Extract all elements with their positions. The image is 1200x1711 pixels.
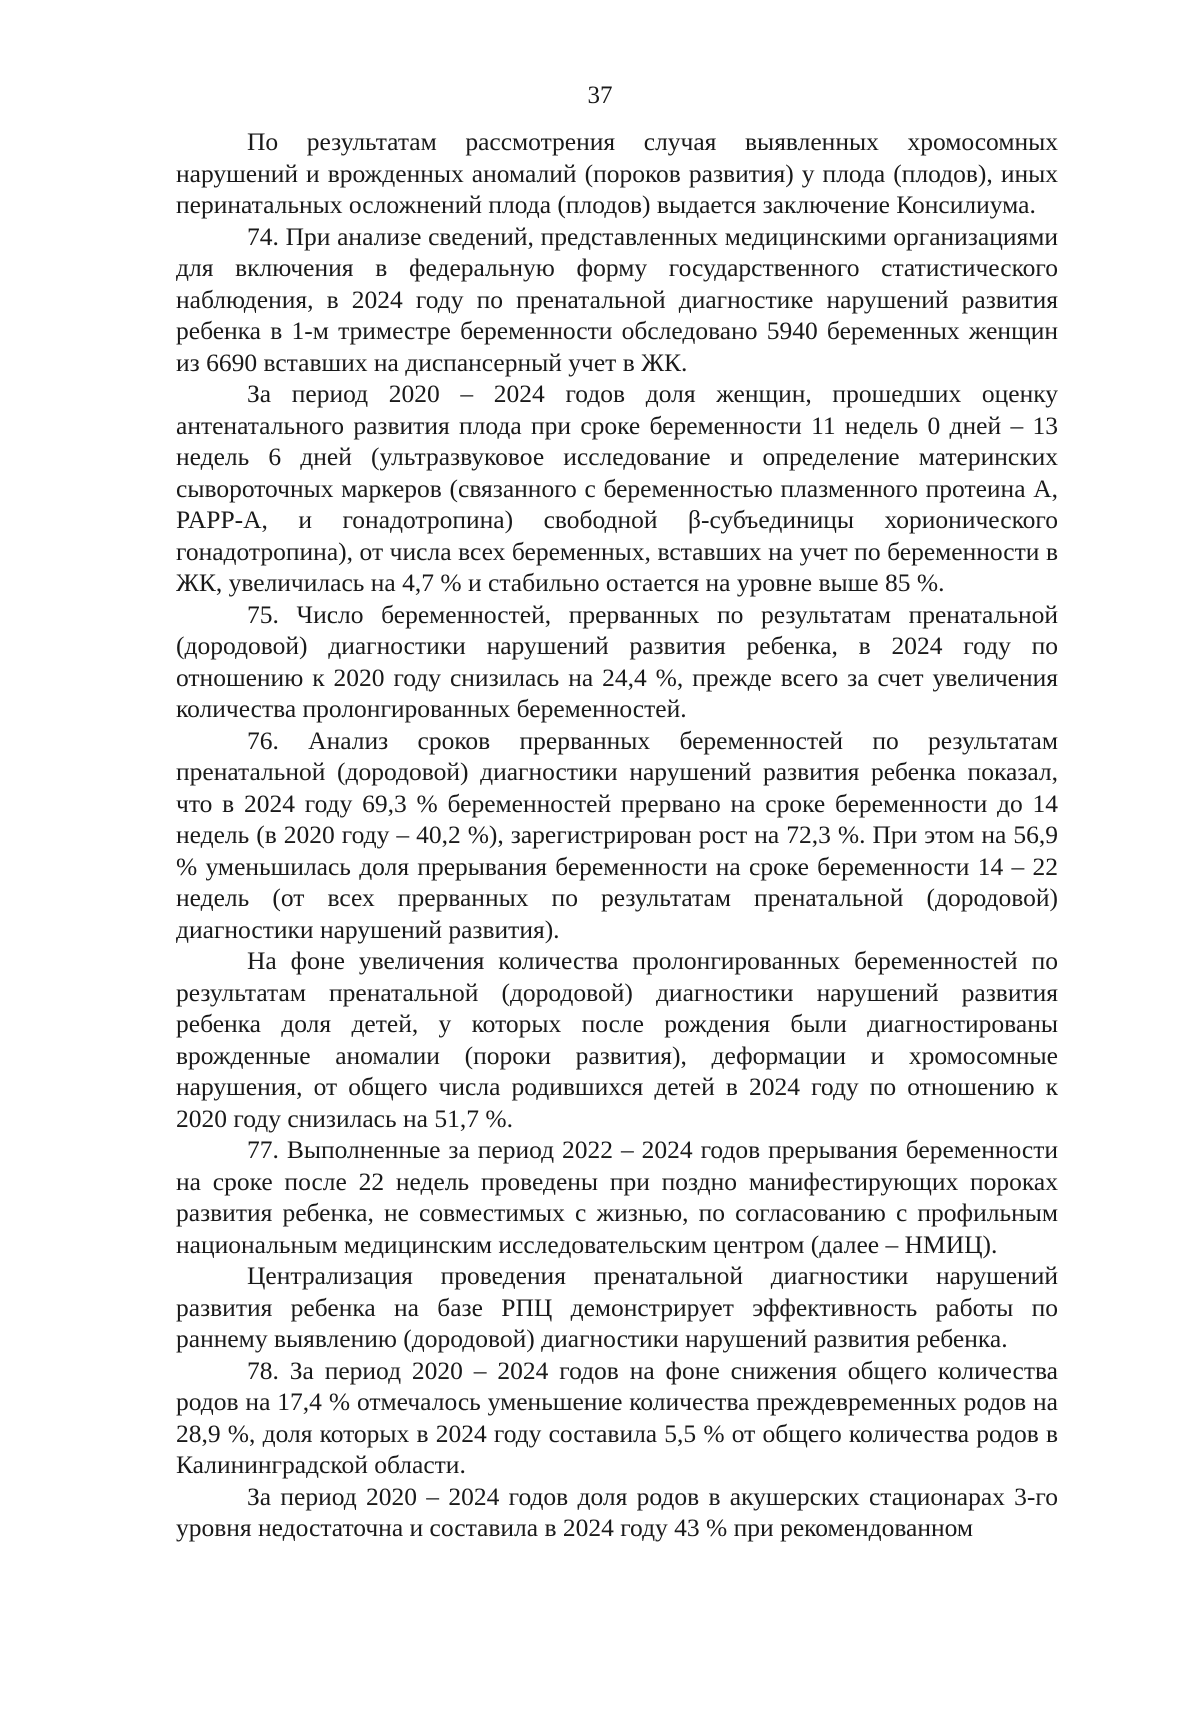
paragraph-third-level-hospitals: За период 2020 – 2024 годов доля родов в акушерских стационарах 3-го уровня недостаточна и составила в 2024 году 43 % при рекомендованном — [176, 1481, 1058, 1542]
paragraph-76: 76. Анализ сроков прерванных беременностей по результатам пренатальной (дородовой) диагностики нарушений развития ребенка показал, что в 2024 году 69,3 % беременностей прервано на сроке беременности до 14 недель (в 2020 году – 40,2 %), зарегистрирован рост на 72,3 %. При этом на 56,9 % уменьшилась доля прерывания беременности на сроке беременности 14 – 22 недель (от всех прерванных по результатам пренатальной (дородовой) диагностики нарушений развития). — [176, 725, 1058, 944]
document-body — [176, 126, 1058, 1544]
paragraph-prolonged-pregnancies: На фоне увеличения количества пролонгированных беременностей по результатам пренатальной (дородовой) диагностики нарушений развития ребенка доля детей, у которых после рождения были диагностированы врожденные аномалии (пороки развития), деформации и хромосомные нарушения, от общего числа родившихся детей в 2024 году по отношению к 2020 году снизилась на 51,7 %. — [176, 946, 1058, 1133]
paragraph-75: 75. Число беременностей, прерванных по результатам пренатальной (дородовой) диагностики нарушений развития ребенка, в 2024 году по отношению к 2020 году снизилась на 24,4 %, прежде всего за счет увеличения количества пролонгированных беременностей. — [176, 599, 1058, 723]
paragraph-74: 74. При анализе сведений, представленных медицинскими организациями для включения в федеральную форму государственного статистического наблюдения, в 2024 году по пренатальной диагностике нарушений развития ребенка в 1-м триместре беременности обследовано 5940 беременных женщин из 6690 вставших на диспансерный учет в ЖК. — [176, 221, 1058, 377]
paragraph-antenatal-assessment: За период 2020 – 2024 годов доля женщин, прошедших оценку антенатального развития плода при сроке беременности 11 недель 0 дней – 13 недель 6 дней (ультразвуковое исследование и определение материнских сывороточных маркеров (связанного с беременностью плазменного протеина A, PAPP-A, и гонадотропина) свободной β-субъединицы хорионического гонадотропина), от числа всех беременных, вставших на учет по беременности в ЖК, увеличилась на 4,7 % и стабильно остается на уровне выше 85 %. — [176, 379, 1058, 597]
paragraph-consilium-conclusion: По результатам рассмотрения случая выявленных хромосомных нарушений и врожденных аномалий (пороков развития) у плода (плодов), иных перинатальных осложнений плода (плодов) выдается заключение Консилиума. — [176, 127, 1058, 219]
paragraph-77: 77. Выполненные за период 2022 – 2024 годов прерывания беременности на сроке после 22 недель проведены при поздно манифестирующих пороках развития ребенка, не совместимых с жизнью, по согласованию с профильным национальным медицинским исследовательским центром (далее – НМИЦ). — [176, 1135, 1058, 1259]
paragraph-78: 78. За период 2020 – 2024 годов на фоне снижения общего количества родов на 17,4 % отмечалось уменьшение количества преждевременных родов на 28,9 %, доля которых в 2024 году составила 5,5 % от общего количества родов в Калининградской области. — [176, 1355, 1058, 1479]
paragraph-centralization: Централизация проведения пренатальной диагностики нарушений развития ребенка на базе РПЦ демонстрирует эффективность работы по раннему выявлению (дородовой) диагностики нарушений развития ребенка. — [176, 1261, 1058, 1353]
page-number: 37 — [587, 82, 613, 109]
